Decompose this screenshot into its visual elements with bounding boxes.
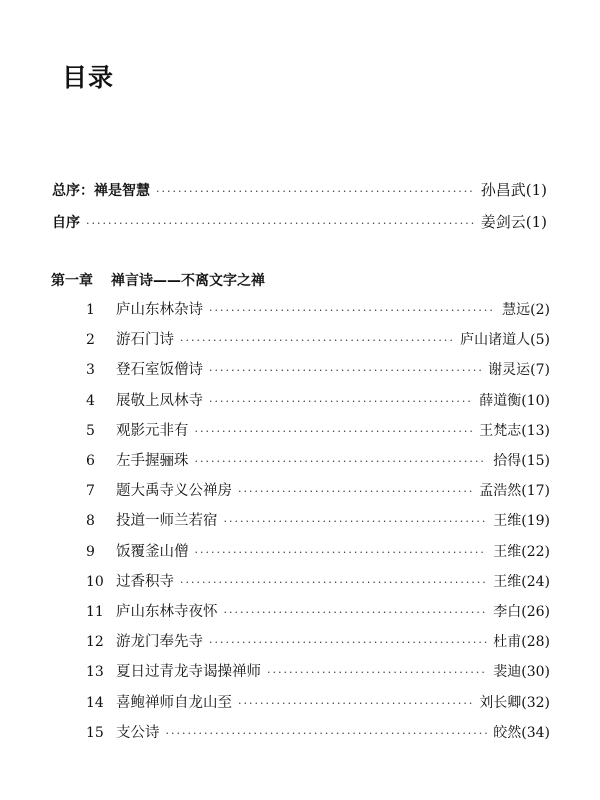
toc-entry [86,691,550,715]
dot-leader [238,480,473,504]
poem-author: 慧远 [502,302,531,318]
poem-author: 裴迪 [493,664,522,681]
poem-author: 李白 [493,604,522,620]
dot-leader [180,571,487,595]
poem-author: 王梵志 [479,422,522,439]
toc-entry [86,389,550,413]
entry-number: 6 [86,453,95,469]
dot-leader [156,180,475,204]
toc-entry [86,479,550,503]
page-title: 目录 [62,63,115,92]
poem-author: 王维 [493,513,522,530]
dot-leader [86,212,475,236]
entry-number: 5 [86,422,95,439]
poem-title: 夏日过青龙寺谒操禅师 [116,664,261,681]
poem-title: 左手握骊珠 [116,453,189,469]
toc-entry [86,630,550,654]
page-number: (19) [521,513,550,530]
poem-author: 杜甫 [493,634,522,651]
entry-number: 11 [86,604,104,620]
poem-author: 王维 [493,543,522,560]
dot-leader [180,329,454,353]
toc-entry [86,449,550,473]
poem-author: 拾得 [493,453,522,469]
toc-entry [86,570,550,594]
toc-entry [86,509,550,533]
toc-entry [86,660,550,684]
chapter-title: 禅言诗——不离文字之禅 [111,273,265,289]
page-number: (7) [530,362,550,379]
page-number: (30) [521,664,550,681]
page-number: (1) [525,181,547,199]
poem-title: 庐山东林寺夜怀 [116,604,218,620]
entry-number: 4 [86,392,95,409]
poem-author: 皎然 [493,724,522,741]
entry-number: 8 [86,513,95,530]
entry-number: 10 [86,573,104,590]
page-number: (17) [521,483,550,500]
poem-author: 谢灵运 [488,362,531,379]
poem-title: 饭覆釜山僧 [116,543,189,560]
poem-title: 投道一师兰若宿 [116,513,218,530]
entry-number: 9 [86,543,95,560]
page-number: (1) [525,213,547,231]
poem-author: 庐山诸道人 [460,332,531,349]
entry-number: 1 [86,302,95,318]
poem-author: 薛道衡 [479,392,522,409]
dot-leader [267,661,487,685]
dot-leader [166,722,488,746]
entry-number: 15 [86,724,104,741]
poem-title: 游石门诗 [116,332,174,349]
toc-entry [86,358,550,382]
entry-number: 3 [86,362,95,379]
dot-leader [195,541,488,565]
poem-title: 题大禹寺义公禅房 [116,483,232,500]
toc-entry [86,540,550,564]
page-number: (5) [530,332,550,349]
toc-preface-row [52,210,547,234]
poem-title: 喜鲍禅师自龙山至 [116,694,232,711]
toc-entry [86,419,550,443]
poem-title: 庐山东林杂诗 [116,302,203,318]
page-number: (32) [521,694,550,711]
toc-preface-row [52,178,547,202]
page-number: (2) [530,302,550,318]
entry-number: 2 [86,332,95,349]
page-number: (26) [521,604,550,620]
chapter-heading [51,270,265,290]
preface-author: 姜剑云 [480,213,526,231]
page-number: (28) [521,634,550,651]
poem-title: 展敬上凤林寺 [116,392,203,409]
preface-label: 自序 [52,215,80,231]
toc-entry [86,600,550,624]
poem-title: 支公诗 [116,724,160,741]
dot-leader [209,390,473,414]
preface-label: 总序：禅是智慧 [52,183,150,199]
entry-number: 7 [86,483,95,500]
entry-number: 12 [86,634,104,651]
dot-leader [195,450,488,474]
poem-author: 王维 [493,573,522,590]
page-number: (13) [521,422,550,439]
toc-entry [86,298,550,322]
dot-leader [209,631,487,655]
page-number: (24) [521,573,550,590]
entry-number: 13 [86,664,104,681]
page-number: (22) [521,543,550,560]
poem-author: 刘长卿 [479,694,522,711]
dot-leader [224,510,488,534]
dot-leader [209,359,482,383]
poem-author: 孟浩然 [479,483,522,500]
page-number: (10) [521,392,550,409]
toc-entry [86,328,550,352]
toc-entry [86,721,550,745]
preface-author: 孙昌武 [480,181,526,199]
entry-number: 14 [86,694,104,711]
page-number: (15) [521,453,550,469]
poem-title: 观影元非有 [116,422,189,439]
poem-title: 游龙门奉先寺 [116,634,203,651]
poem-title: 过香积寺 [116,573,174,590]
dot-leader [238,692,473,716]
dot-leader [224,601,488,625]
dot-leader [209,299,496,323]
page-number: (34) [521,724,550,741]
chapter-number: 第一章 [51,273,93,289]
poem-title: 登石室饭僧诗 [116,362,203,379]
dot-leader [195,420,474,444]
